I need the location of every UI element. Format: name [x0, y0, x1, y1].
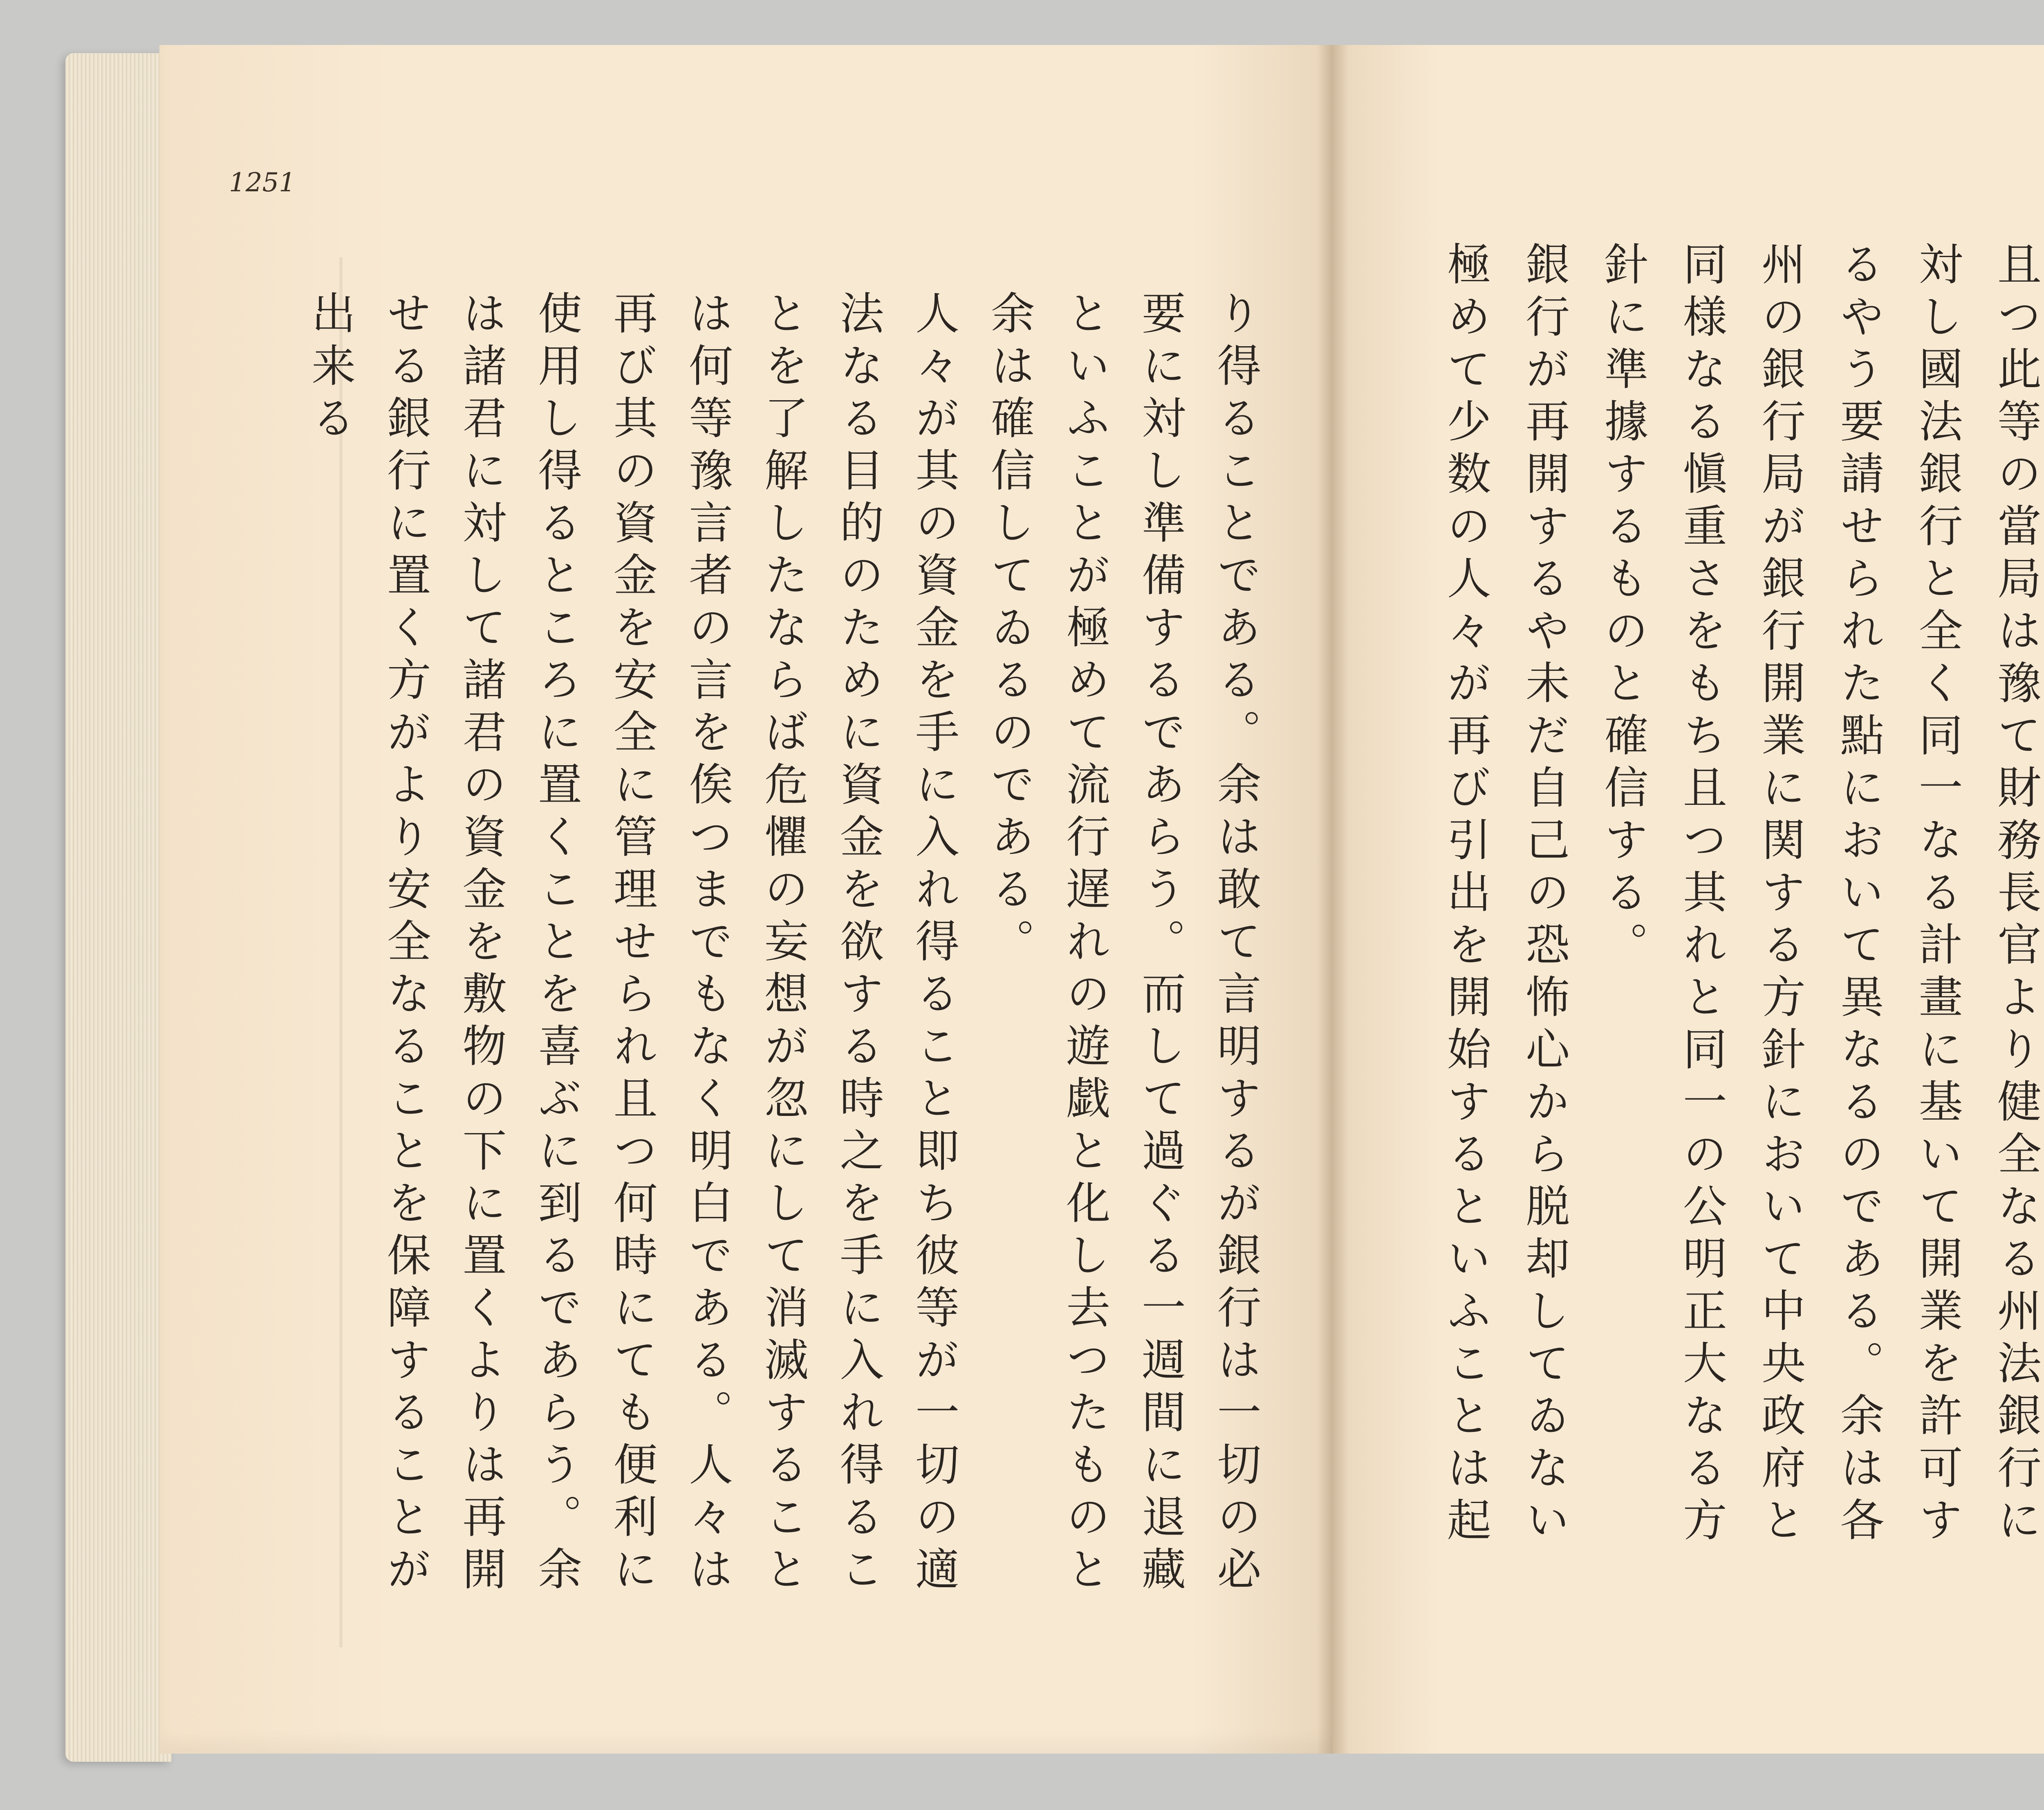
- text-column: 針に準據するものと確信する。: [1596, 241, 1648, 974]
- left-page-edges: [65, 53, 172, 1762]
- text-column: 対し國法銀行と全く同一なる計畫に基いて開業を許可す: [1911, 241, 1963, 1549]
- left-page-number: 1251: [229, 168, 296, 198]
- text-column: 銀行が再開するや未だ自己の恐怖心から脱却してゐない: [1518, 241, 1569, 1549]
- text-column: 極めて少数の人々が再び引出を開始するといふことは起: [1439, 241, 1491, 1549]
- text-column: とを了解したならば危懼の妄想が忽にして消滅すること: [757, 290, 808, 1598]
- text-column: といふことが極めて流行遅れの遊戯と化し去つたものと: [1058, 290, 1110, 1598]
- text-column: 使用し得るところに置くことを喜ぶに到るであらう。余: [530, 290, 582, 1598]
- text-column: は諸君に対して諸君の資金を敷物の下に置くよりは再開: [455, 290, 506, 1598]
- text-column: は何等豫言者の言を俟つまでもなく明白である。人々は: [681, 290, 733, 1598]
- text-column: 同様なる愼重さをもち且つ其れと同一の公明正大なる方: [1675, 241, 1727, 1549]
- text-column: 人々が其の資金を手に入れ得ること即ち彼等が一切の適: [908, 290, 959, 1598]
- open-book: [65, 45, 2044, 1762]
- book-gutter: [1316, 45, 1349, 1754]
- text-column: 要に対し準備するであらう。而して過ぐる一週間に退藏: [1134, 290, 1186, 1598]
- text-column: せる銀行に置く方がより安全なることを保障することが: [379, 290, 431, 1598]
- text-column: 再び其の資金を安全に管理せられ且つ何時にても便利に: [606, 290, 657, 1598]
- text-column: 且つ此等の當局は豫て財務長官より健全なる州法銀行に: [1990, 241, 2041, 1549]
- text-column: 出来る: [304, 290, 355, 447]
- text-column: り得ることである。余は敢て言明するが銀行は一切の必: [1210, 290, 1261, 1598]
- text-column: 法なる目的のために資金を欲する時之を手に入れ得るこ: [832, 290, 883, 1598]
- text-column: 州の銀行局が銀行開業に関する方針において中央政府と: [1754, 241, 1805, 1549]
- right-page-text: [1431, 241, 2044, 1713]
- text-column: 余は確信してゐるのである。: [983, 290, 1035, 970]
- text-column: るやう要請せられた點において異なるのである。余は各: [1832, 241, 1884, 1549]
- left-page-text: [298, 290, 1280, 1721]
